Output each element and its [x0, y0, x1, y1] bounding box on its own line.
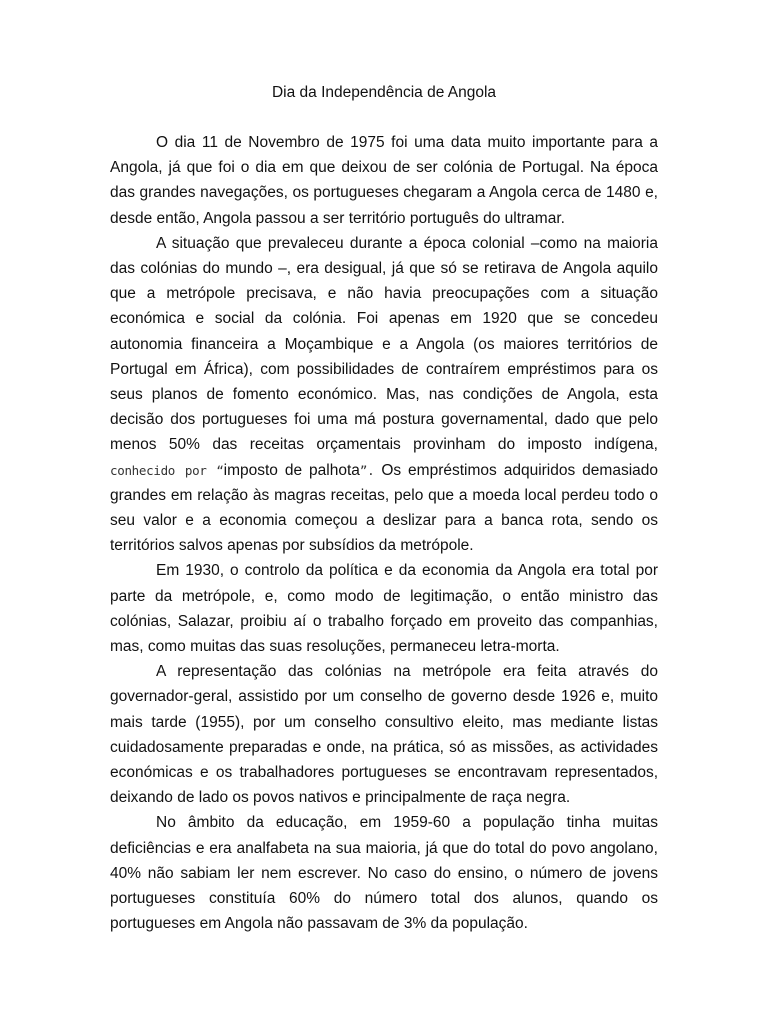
paragraph-education: No âmbito da educação, em 1959-60 a população tinha muitas deficiências e era analfabeta na sua maioria, já que do total do povo angolano, 40% não sabiam ler nem escrever. No caso do ensino, o número de jovens portugueses constituía 60% do número total dos alunos, quando os portugueses em Angola não passavam de 3% da população.: [110, 814, 658, 933]
paragraph-1930-control: Em 1930, o controlo da política e da economia da Angola era total por parte da metrópole, e, como modo de legitimação, o então ministro das colónias, Salazar, proibiu aí o trabalho forçado em proveito das companhias, mas, como muitas das suas resoluções, permaneceu letra-morta.: [110, 562, 658, 656]
document-title: Dia da Independência de Angola: [271, 84, 497, 101]
paragraph-colonial-text-c: Os empréstimos adquiridos demasiado grandes em relação às magras receitas, pelo que a moeda local perdeu todo o seu valor e a economia começou a deslizar para a banca rota, sendo os territórios salvos apenas por subsídios da metrópole.: [110, 461, 659, 555]
paragraph-colonial-text-a: A situação que prevaleceu durante a época colonial –como na maioria das colónias do mundo –, era desigual, já que só se retirava de Angola aquilo que a metrópole precisava, e não havia preocupações com a situação económica e social da colónia. Foi apenas em 1920 que se concedeu autonomia financeira a Moçambique e a Angola (os maiores territórios de Portugal em África), com possibilidades de contraírem empréstimos para os seus planos de fomento económico. Mas, nas condições de Angola, esta decisão dos portugueses foi uma má postura governamental, dado que pelo menos 50% das receitas orçamentais provinham do imposto indígena,: [110, 234, 658, 454]
paragraph-colonial-mono-close: ”.: [359, 462, 375, 478]
paragraph-colonial-mono-text: conhecido por “: [110, 462, 224, 478]
title-spacer: [110, 106, 658, 130]
document-page: [110, 80, 658, 937]
paragraph-representation: A representação das colónias na metrópole era feita através do governador-geral, assistido por um conselho de governo desde 1926 e, muito mais tarde (1955), por um conselho consultivo eleito, mas mediante listas cuidadosamente preparadas e onde, na prática, só as missões, as actividades económicas e os trabalhadores portugueses se encontravam representados, deixando de lado os povos nativos e principalmente de raça negra.: [110, 663, 658, 807]
paragraph-colonial-situation: [110, 231, 658, 559]
paragraph-independence-date: O dia 11 de Novembro de 1975 foi uma data muito importante para a Angola, já que foi o dia em que deixou de ser colónia de Portugal. Na época das grandes navegações, os portugueses chegaram a Angola cerca de 1480 e, desde então, Angola passou a ser território português do ultramar.: [110, 134, 658, 227]
paragraph-colonial-text-b: imposto de palhota: [223, 461, 360, 479]
